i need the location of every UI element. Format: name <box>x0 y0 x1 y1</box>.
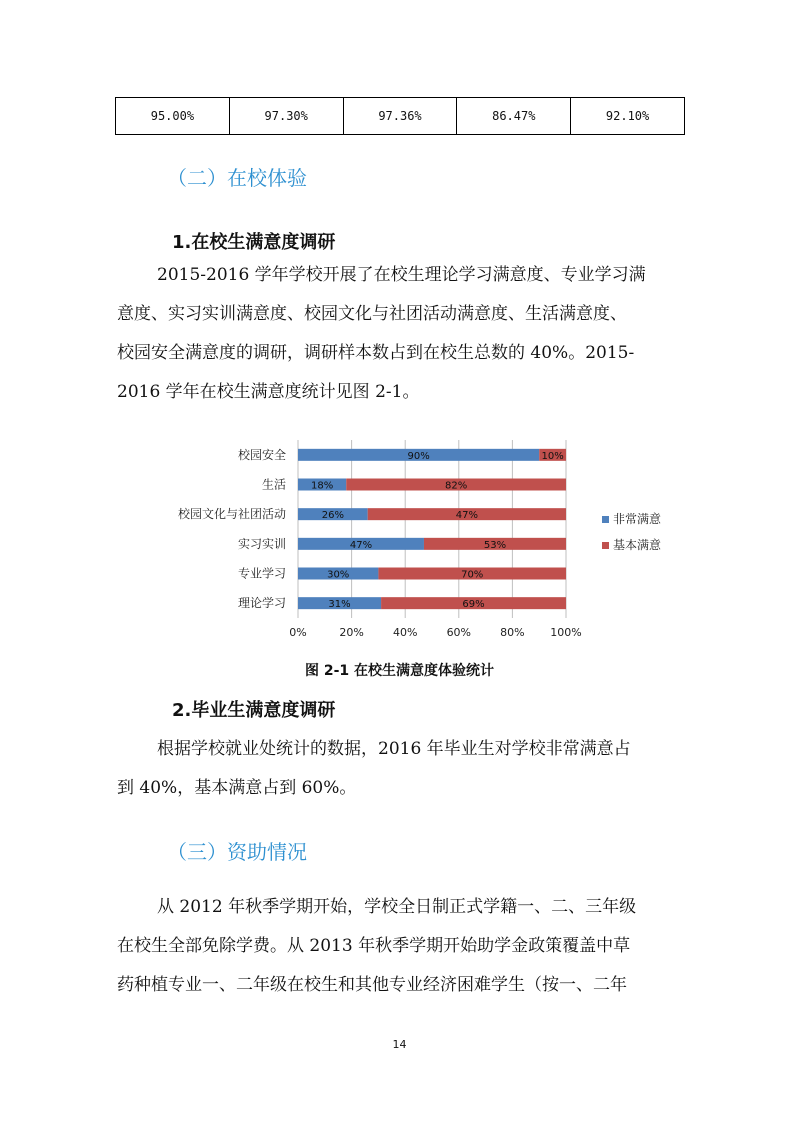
legend-swatch <box>602 542 609 549</box>
data-label: 90% <box>407 450 430 462</box>
legend-label: 基本满意 <box>613 538 662 552</box>
legend-label: 非常满意 <box>613 512 662 526</box>
category-label: 实习实训 <box>237 536 286 551</box>
text-line: 校园安全满意度的调研，调研样本数占到在校生总数的 40%。2015- <box>117 343 635 363</box>
x-tick-label: 0% <box>289 626 307 639</box>
category-label: 理论学习 <box>237 596 286 611</box>
text-line: 根据学校就业处统计的数据，2016 年毕业生对学校非常满意占 <box>157 739 631 759</box>
subheading-graduate-survey: 2.毕业生满意度调研 <box>172 700 336 721</box>
text-line: 到 40%，基本满意占到 60%。 <box>117 778 357 798</box>
section-heading-aid: （三）资助情况 <box>167 840 307 864</box>
x-tick-label: 80% <box>500 626 525 639</box>
text-line: 2016 学年在校生满意度统计见图 2-1。 <box>117 382 420 402</box>
data-label: 26% <box>321 510 344 522</box>
category-label: 专业学习 <box>237 566 286 581</box>
data-label: 53% <box>483 539 507 551</box>
chart-svg <box>150 430 670 650</box>
data-label: 10% <box>541 450 564 462</box>
satisfaction-chart <box>150 430 670 650</box>
paragraph-aid <box>117 888 687 1005</box>
paragraph-student-survey <box>117 256 687 412</box>
category-label: 校园文化与社团活动 <box>177 507 286 522</box>
section-heading-experience: （二）在校体验 <box>167 166 307 190</box>
table-cell: 95.00% <box>116 98 230 134</box>
text-line: 药种植专业一、二年级在校生和其他专业经济困难学生（按一、二年 <box>117 975 627 995</box>
data-label: 47% <box>455 510 478 522</box>
table-cell: 97.30% <box>230 98 344 134</box>
text-line: 意度、实习实训满意度、校园文化与社团活动满意度、生活满意度、 <box>117 304 627 324</box>
data-label: 69% <box>462 599 485 611</box>
data-label: 82% <box>445 480 468 492</box>
text-line: 2015-2016 学年学校开展了在校生理论学习满意度、专业学习满 <box>157 265 646 285</box>
data-label: 31% <box>328 599 351 611</box>
subheading-student-survey: 1.在校生满意度调研 <box>172 232 336 253</box>
data-label: 18% <box>311 480 334 492</box>
legend-swatch <box>602 516 609 523</box>
category-label: 生活 <box>261 477 286 492</box>
x-tick-label: 60% <box>446 626 472 639</box>
data-label: 70% <box>461 569 484 581</box>
text-line: 从 2012 年秋季学期开始，学校全日制正式学籍一、二、三年级 <box>157 897 637 917</box>
x-tick-label: 20% <box>339 626 364 639</box>
text-line: 在校生全部免除学费。从 2013 年秋季学期开始助学金政策覆盖中草 <box>117 936 631 956</box>
x-tick-label: 100% <box>550 626 582 639</box>
data-label: 30% <box>327 569 350 581</box>
x-tick-label: 40% <box>392 626 418 639</box>
table-cell: 86.47% <box>457 98 571 134</box>
paragraph-graduate-survey <box>117 730 687 808</box>
data-label: 47% <box>349 539 373 551</box>
results-table-row <box>115 97 685 135</box>
figure-caption: 图 2-1 在校生满意度体验统计 <box>304 663 495 679</box>
page-number: 14 <box>392 1038 407 1051</box>
table-cell: 97.36% <box>344 98 458 134</box>
table-cell: 92.10% <box>605 109 650 123</box>
category-label: 校园安全 <box>237 447 286 462</box>
